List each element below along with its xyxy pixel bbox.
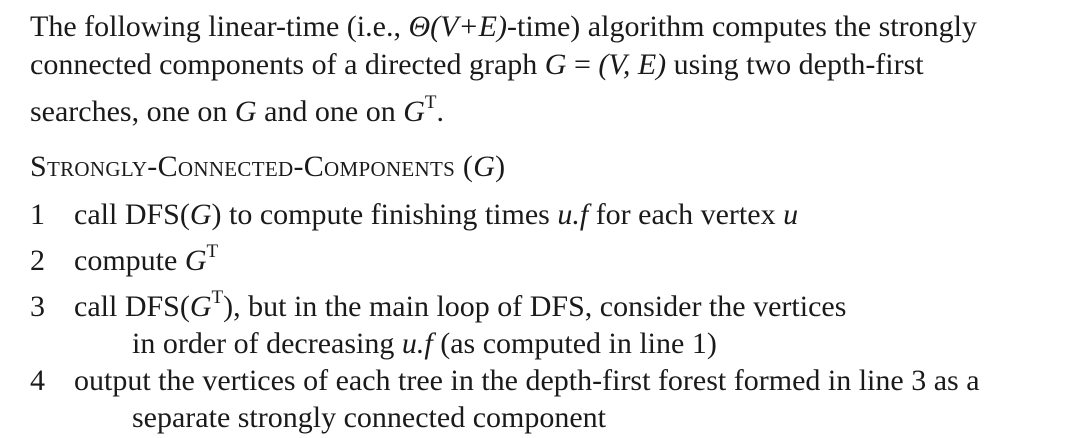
- paren: ): [223, 290, 234, 323]
- graph-symbol: G: [189, 290, 212, 323]
- intro-text: -time) algorithm computes the strongly: [507, 10, 977, 43]
- line-number: 4: [30, 364, 45, 397]
- transpose-superscript: T: [206, 241, 219, 262]
- intro-paragraph: [30, 8, 1070, 131]
- line-text: separate strongly connected component: [132, 401, 606, 434]
- dfs-arg: G: [189, 198, 212, 231]
- line-text: for each vertex: [588, 198, 784, 231]
- line-text: (as computed in line 1): [432, 327, 717, 360]
- line-text: , but in the main loop of DFS, consider the vertices: [233, 290, 847, 323]
- intro-line-3: [30, 84, 1070, 131]
- line-text: to compute finishing times: [221, 198, 558, 231]
- intro-text: and one on: [256, 95, 404, 128]
- algorithm-line-1: 1 call DFS(G) to compute finishing times u.f for each vertex u: [30, 198, 799, 231]
- procedure-lines: [30, 196, 1080, 436]
- line-text: in order of decreasing: [132, 327, 402, 360]
- graph-symbol: G: [234, 95, 257, 128]
- intro-text: using two depth-first: [666, 48, 924, 81]
- intro-line-1: [30, 8, 1070, 46]
- dfs-call: DFS: [124, 290, 180, 323]
- graph-symbol: G: [184, 244, 207, 277]
- intro-text: searches, one on: [30, 95, 235, 128]
- line-text: call: [74, 198, 125, 231]
- procedure-name: Strongly-Connected-Components: [30, 150, 456, 183]
- vertex-edge-pair: (V, E): [598, 48, 667, 81]
- algorithm-line-3-continued: [30, 325, 1080, 362]
- line-number: 1: [30, 198, 45, 231]
- transpose-superscript: T: [424, 92, 437, 113]
- algorithm-line-4-continued: [30, 399, 1080, 436]
- vertex-symbol: u: [783, 198, 799, 231]
- intro-text: The following linear-time (i.e.,: [30, 10, 409, 43]
- intro-line-2: [30, 46, 1070, 84]
- algorithm-line-3: [30, 279, 1080, 325]
- finish-time-attr: u.f: [557, 198, 589, 231]
- line-text: compute: [74, 244, 185, 277]
- equals-sign: =: [566, 48, 599, 81]
- finish-time-attr: u.f: [401, 327, 433, 360]
- line-number: 2: [30, 244, 45, 277]
- line-text: output the vertices of each tree in the depth-first forest formed in line 3 as a: [74, 364, 980, 397]
- algorithm-line-2: [30, 233, 1080, 279]
- procedure-title: Strongly-Connected-Components (G): [30, 150, 506, 183]
- algorithm-line-4: [30, 362, 1080, 399]
- graph-transpose-symbol: G: [403, 95, 425, 128]
- line-text: call: [74, 290, 125, 323]
- line-number: 3: [30, 290, 45, 323]
- transpose-superscript: T: [211, 287, 224, 308]
- graph-symbol: G: [544, 48, 567, 81]
- period: .: [436, 95, 445, 128]
- theta-expression: Θ(V+E): [408, 10, 507, 43]
- intro-text: connected components of a directed graph: [30, 48, 545, 81]
- procedure-arg: G: [473, 150, 496, 183]
- paren: (: [179, 290, 190, 323]
- dfs-call: DFS: [124, 198, 180, 231]
